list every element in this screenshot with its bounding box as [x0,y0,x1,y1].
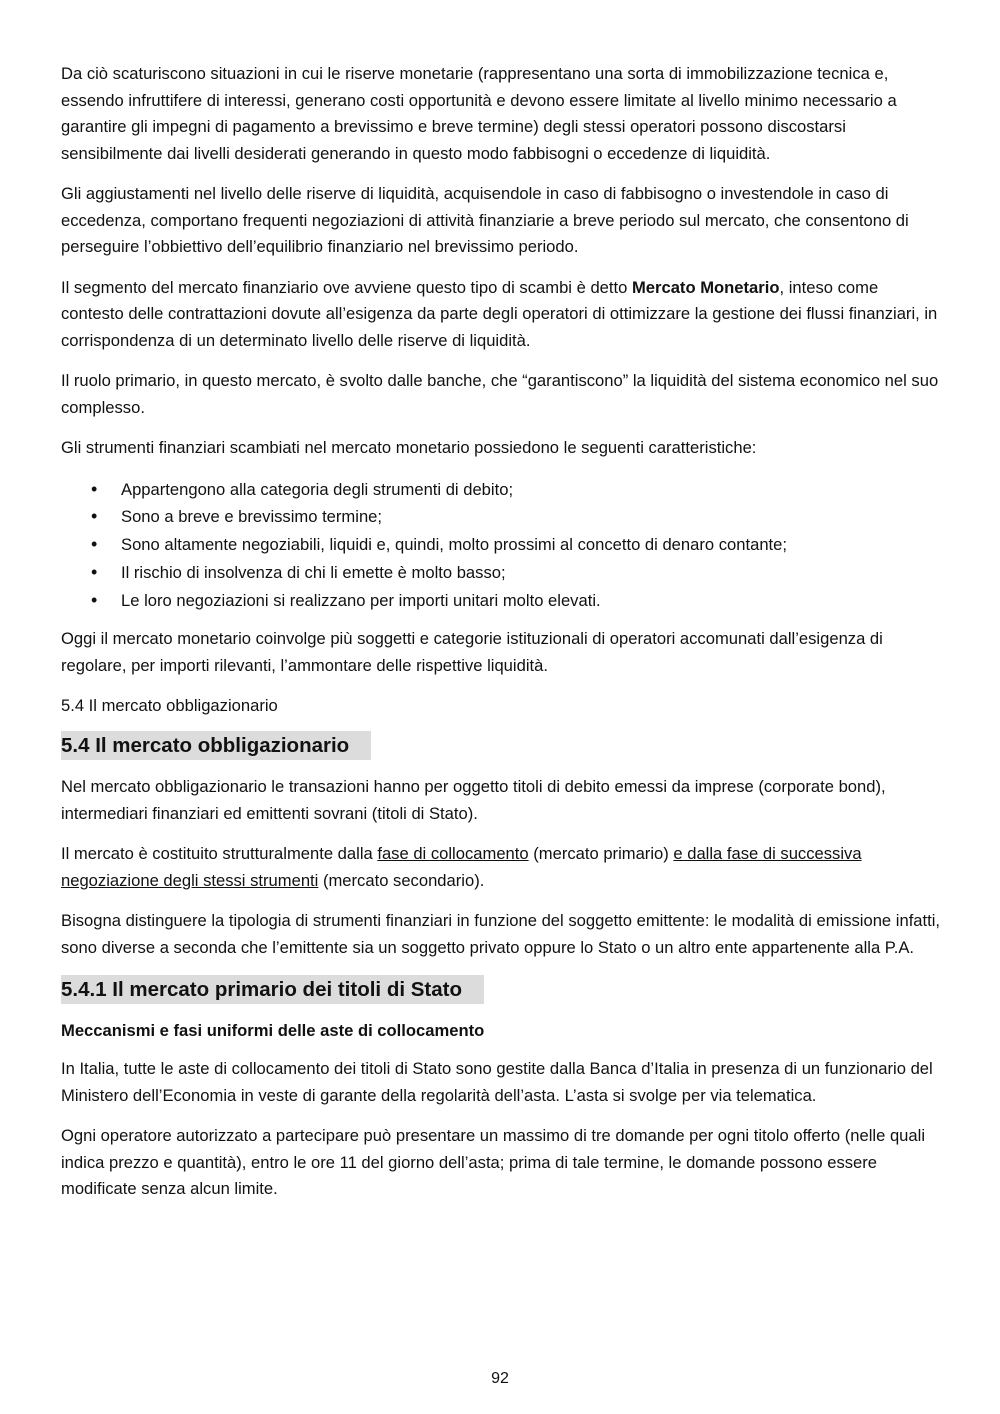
paragraph-tipologia-strumenti: Bisogna distinguere la tipologia di strumenti finanziari in funzione del soggetto emittente: le modalità di emissione infatti, sono diverse a seconda che l’emittente sia un soggetto privato oppure lo Stato o un altro ente appartenente alla P.A. [61,911,941,957]
paragraph-strumenti-intro: Gli strumenti finanziari scambiati nel mercato monetario possiedono le seguenti caratteristiche: [61,438,757,457]
bold-term-mercato-monetario: Mercato Monetario [631,277,780,297]
paragraph-aste-italia: In Italia, tutte le aste di collocamento dei titoli di Stato sono gestite dalla Banca d’Italia in presenza di un funzionario del Ministero dell’Economia in veste di garante della regolarità dell’asta. L’asta si svolge per via telematica. [61,1059,933,1105]
list-item: • Sono a breve e brevissimo termine; [121,503,941,531]
paragraph-ruolo-banche: Il ruolo primario, in questo mercato, è svolto dalle banche, che “garantiscono” la liquidità del sistema economico nel suo complesso. [61,371,939,417]
list-item: • Appartengono alla categoria degli strumenti di debito; [121,476,941,504]
paragraph-aggiustamenti: Gli aggiustamenti nel livello delle riserve di liquidità, acquisendole in caso di fabbisogno o investendole in caso di eccedenza, comportano frequenti negoziazioni di attività finanziarie a breve periodo sul mercato, che consentono di perseguire l’obbiettivo dell’equilibrio finanziario nel brevissimo periodo. [61,184,909,256]
underlined-fase-collocamento: fase di collocamento [377,844,529,864]
page-number: 92 [491,1370,509,1387]
paragraph-riserve-monetarie: Da ciò scaturiscono situazioni in cui le riserve monetarie (rappresentano una sorta di immobilizzazione tecnica e, essendo infruttifere di interessi, generano costi opportunità e devono essere limitate al livello minimo necessario a garantire gli impegni di pagamento a brevissimo e breve termine) degli stessi operatori possono discostarsi sensibilmente dai livelli desiderati generando in questo modo fabbisogni o eccedenze di liquidità. [61,64,897,163]
paragraph-oggi-mercato: Oggi il mercato monetario coinvolge più soggetti e categorie istituzionali di operatori accomunati dall’esigenza di regolare, per importi rilevanti, l’ammontare delle rispettive liquidità. [61,629,883,675]
list-item: • Il rischio di insolvenza di chi li emette è molto basso; [121,559,941,587]
characteristics-list [61,476,941,615]
section-heading-5-4-1: 5.4.1 Il mercato primario dei titoli di Stato [61,975,484,1004]
section-heading-wrapper [61,731,941,774]
paragraph-domande-operatore: Ogni operatore autorizzato a partecipare può presentare un massimo di tre domande per ogni titolo offerto (nelle quali indica prezzo e quantità), entro le ore 11 del giorno dell’asta; prima di tale termine, le domande possono essere modificate senza alcun limite. [61,1126,926,1199]
paragraph-mercato-monetario [61,275,941,355]
underlined-fase-negoziazione: e dalla fase di successiva negoziazione degli stessi strumenti [61,844,862,890]
text-run: Il mercato è costituito strutturalmente dalla [61,844,378,864]
text-run: , inteso come contesto delle contrattazioni dovute all’esigenza da parte degli operatori di ottimizzare la gestione dei flussi finanziari, in corrispondenza di un determinato livello delle riserve di liquidità. [61,277,938,350]
text-run: (mercato secondario). [318,870,485,890]
paragraph-obbligazionario: Nel mercato obbligazionario le transazioni hanno per oggetto titoli di debito emessi da imprese (corporate bond), intermediari finanziari ed emittenti sovrani (titoli di Stato). [61,777,886,823]
document-page [61,61,941,1217]
plain-section-label: 5.4 Il mercato obbligazionario [61,696,278,716]
paragraph-struttura-mercato [61,841,941,894]
section-heading-wrapper [61,975,941,1018]
text-run: (mercato primario) [528,844,674,864]
subsection-heading: Meccanismi e fasi uniformi delle aste di collocamento [61,1021,485,1041]
list-item: • Sono altamente negoziabili, liquidi e, quindi, molto prossimi al concetto di denaro contante; [121,531,941,559]
text-run: Il segmento del mercato finanziario ove avviene questo tipo di scambi è detto [61,277,632,297]
list-item: • Le loro negoziazioni si realizzano per importi unitari molto elevati. [121,587,941,615]
section-heading-5-4: 5.4 Il mercato obbligazionario [61,731,371,760]
